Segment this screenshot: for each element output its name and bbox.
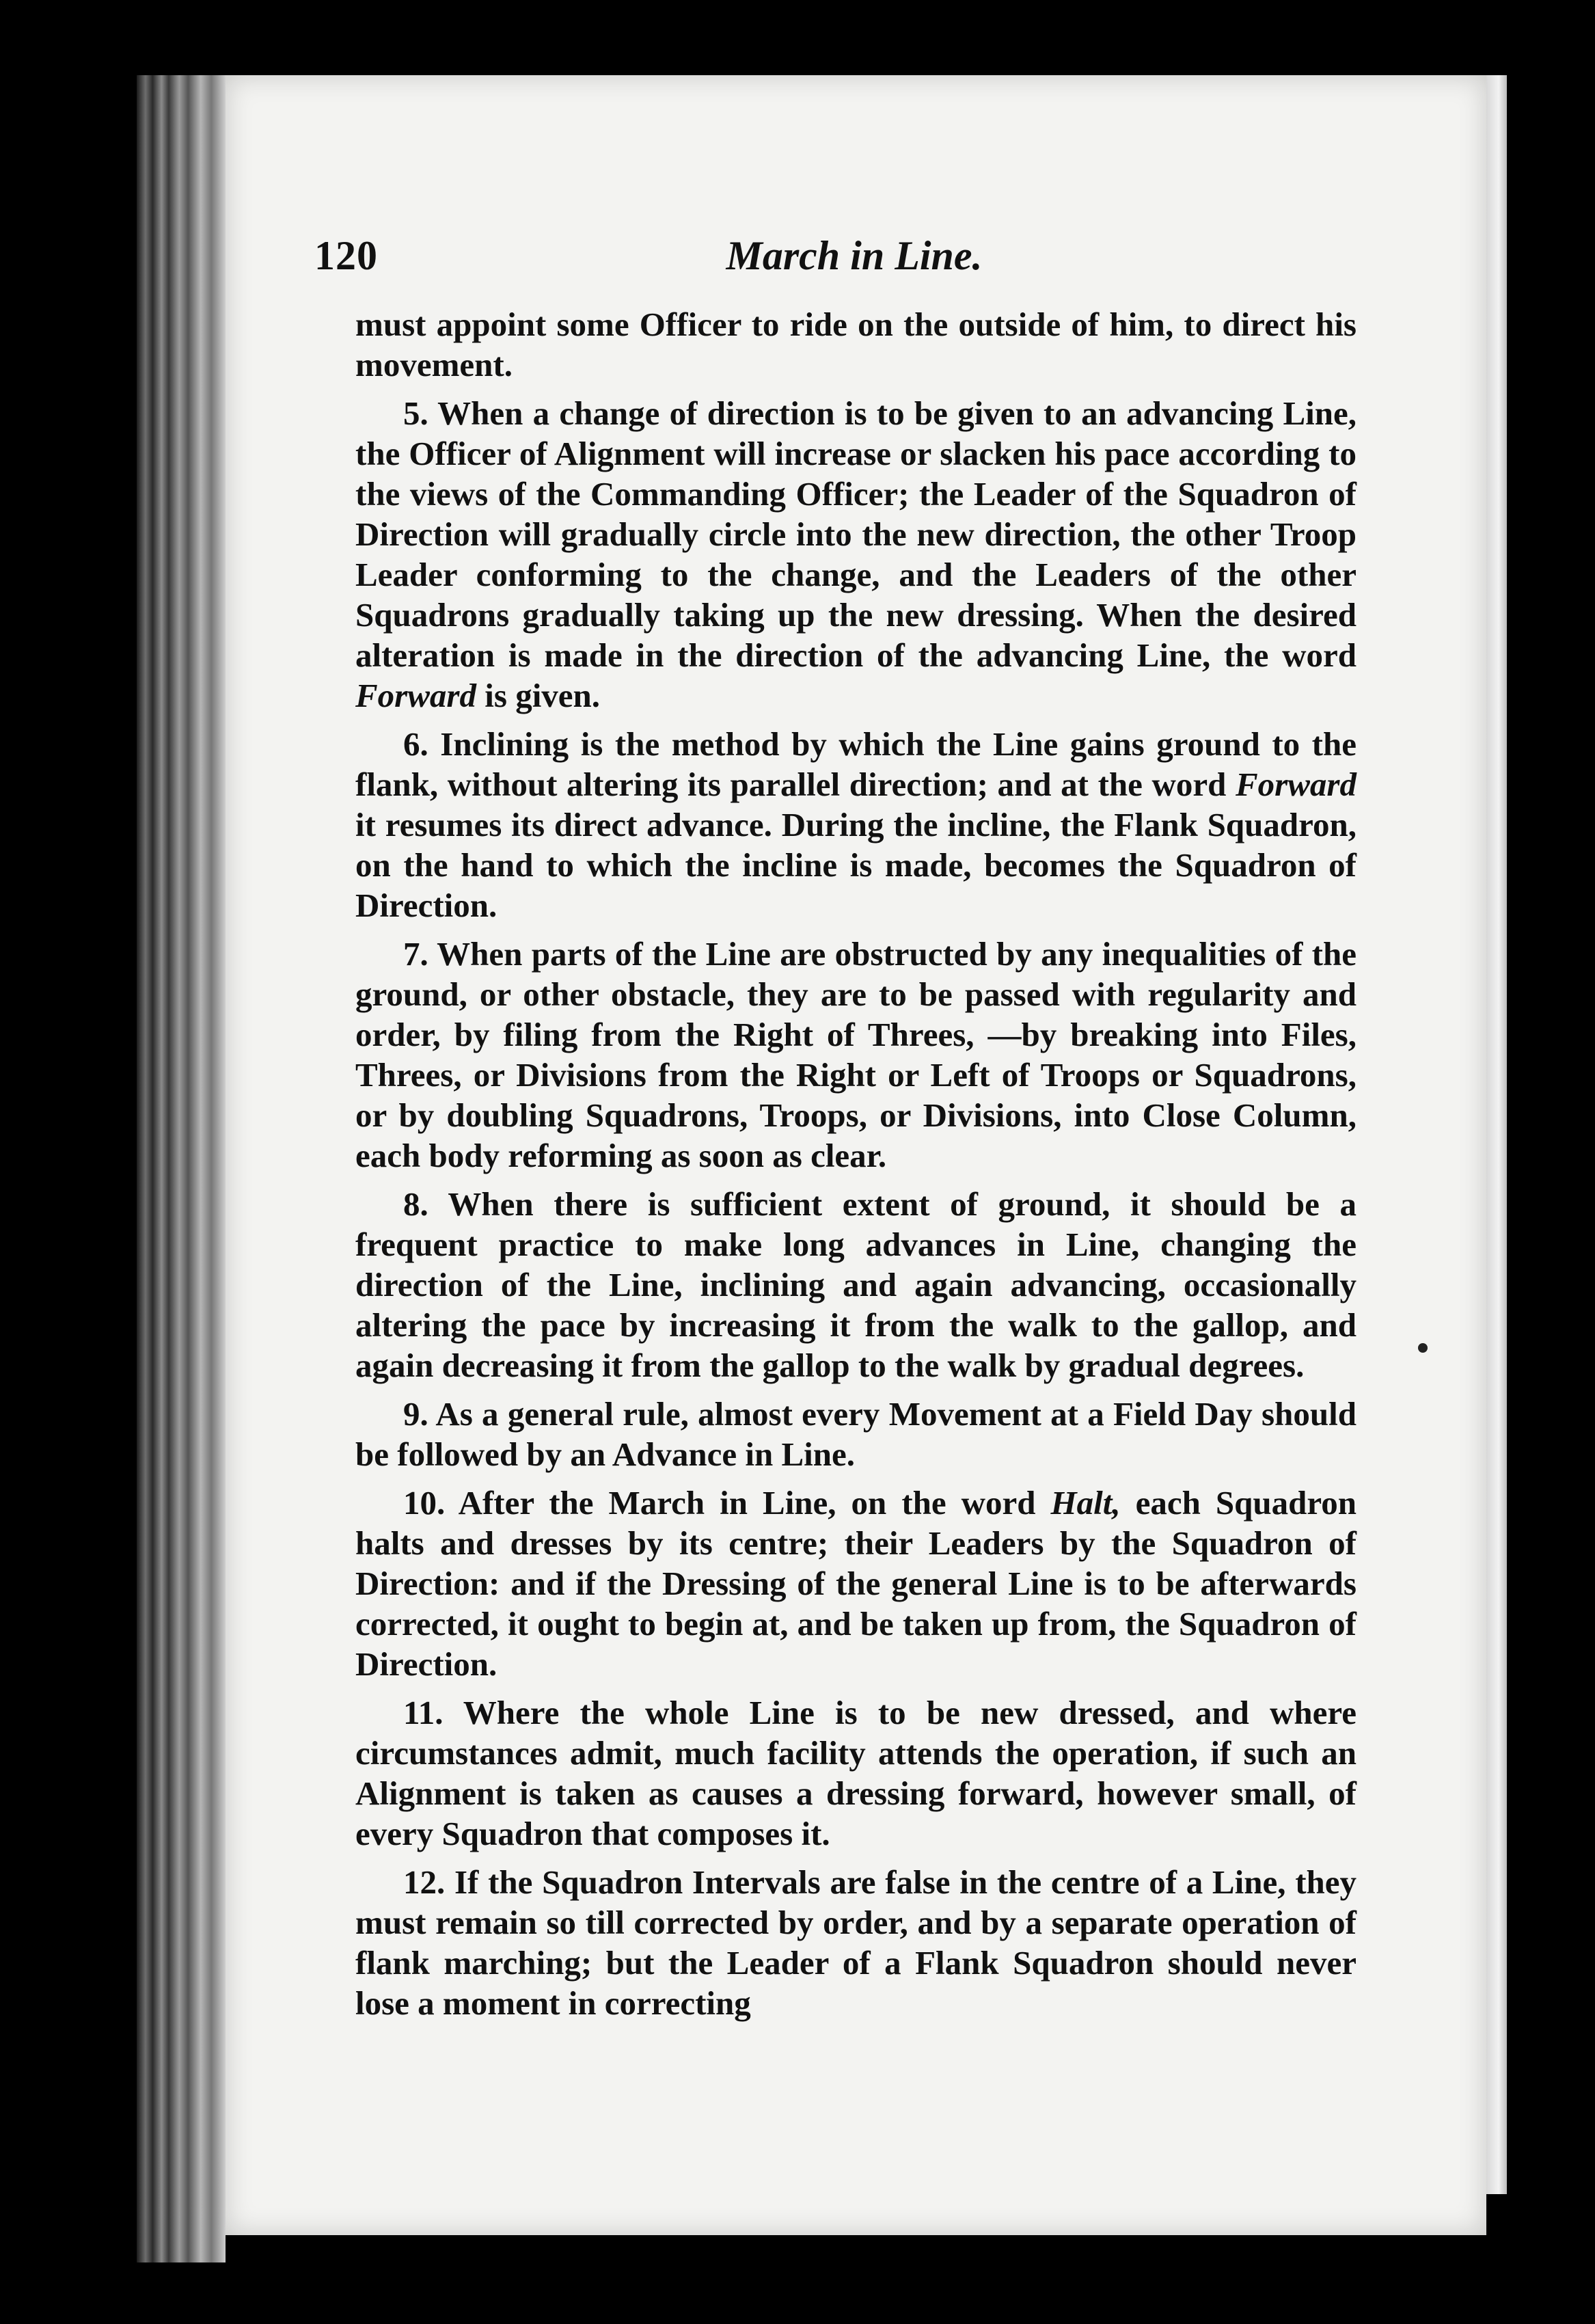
page-body-text — [355, 304, 1357, 2031]
page-number: 120 — [314, 233, 378, 278]
paragraph-text: Inclining is the method by which the Line gains ground to the flank, without altering its parallel direction; and at the word — [355, 725, 1357, 803]
paragraph-6 — [355, 724, 1357, 925]
paragraph-number: 12. — [403, 1863, 446, 1901]
paragraph-text: Where the whole Line is to be new dressed, and where circumstances admit, much facility attends the operation, if such an Alignment is taken as causes a dressing forward, however small, of every Squadron that composes it. — [355, 1694, 1357, 1852]
paragraph-number: 8. — [403, 1185, 428, 1223]
italic-word: Forward — [1235, 766, 1357, 803]
paragraph-number: 11. — [403, 1694, 444, 1731]
italic-word: Halt, — [1050, 1484, 1121, 1522]
paragraph-number: 9. — [403, 1395, 428, 1433]
paragraph-text: When parts of the Line are obstructed by any inequalities of the ground, or other obstacle, they are to be passed with regularity and order, by filing from the Right of Threes, —by breaking into Files, Threes, or Divisions from the Right or Left of Troops or Squadrons, or by doubling Squadrons, Troops, or Divisions, into Close Column, each body reforming as soon as clear. — [355, 935, 1357, 1174]
paragraph-5 — [355, 393, 1357, 716]
paragraph-continued — [355, 304, 1357, 385]
paragraph-7 — [355, 934, 1357, 1176]
paragraph-10 — [355, 1483, 1357, 1684]
paragraph-12 — [355, 1862, 1357, 2023]
paragraph-text: must appoint some Officer to ride on the outside of him, to direct his movement. — [355, 306, 1357, 383]
paragraph-9 — [355, 1394, 1357, 1474]
paragraph-text: When there is sufficient extent of ground, it should be a frequent practice to make long advances in Line, changing the direction of the Line, inclining and again advancing, occasionally altering the pace by increasing it from the walk to the gallop, and again decreasing it from the gallop to the walk by gradual degrees. — [355, 1185, 1357, 1384]
italic-word: Forward — [355, 677, 477, 714]
paragraph-text-end: it resumes its direct advance. During the incline, the Flank Squadron, on the hand to which the incline is made, becomes the Squadron of Direction. — [355, 806, 1357, 924]
paragraph-text-end: is given. — [485, 677, 601, 714]
paragraph-text: When a change of direction is to be given to an advancing Line, the Officer of Alignment will increase or slacken his pace according to the views of the Commanding Officer; the Leader of the Squadron of Direction will gradually circle into the new direction, the other Troop Leader conforming to the change, and the Leaders of the other Squadrons gradually taking up the new dressing. When the desired alteration is made in the direction of the advancing Line, the word — [355, 394, 1357, 674]
page-right-edge — [1486, 75, 1507, 2194]
page-header — [314, 232, 1394, 308]
paragraph-number: 5. — [403, 394, 428, 432]
paragraph-8 — [355, 1184, 1357, 1386]
running-title: March in Line. — [726, 233, 983, 278]
paragraph-11 — [355, 1692, 1357, 1854]
paragraph-text: As a general rule, almost every Movement at a Field Day should be followed by an Advance in Line. — [355, 1395, 1357, 1473]
book-binding-gutter — [137, 75, 226, 2262]
paragraph-number: 10. — [403, 1484, 446, 1522]
ink-speck — [1418, 1343, 1428, 1353]
paragraph-number: 7. — [403, 935, 428, 973]
book-page — [226, 75, 1486, 2235]
paragraph-text-end: each Squadron halts and dresses by its centre; their Leaders by the Squadron of Direction: and if the Dressing of the general Line is to be afterwards corrected, it ought to begin at, and be taken up from, the Squadron of Direction. — [355, 1484, 1357, 1683]
paragraph-number: 6. — [403, 725, 428, 763]
paragraph-text: After the March in Line, on the word — [458, 1484, 1036, 1522]
paragraph-text: If the Squadron Intervals are false in the centre of a Line, they must remain so till corrected by order, and by a separate operation of flank marching; but the Leader of a Flank Squadron should never lose a moment in correcting — [355, 1863, 1357, 2022]
